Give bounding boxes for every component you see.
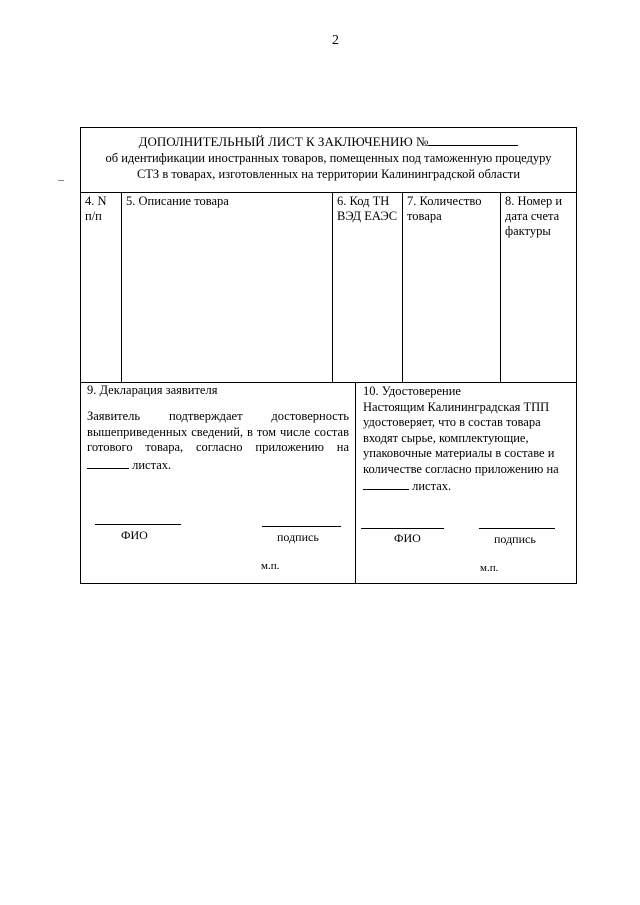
- column-description[interactable]: [122, 192, 333, 382]
- certificate-stamp-label: м.п.: [480, 562, 499, 574]
- signature-section: [81, 382, 576, 583]
- column-description-label: 5. Описание товара: [126, 194, 229, 208]
- chamber-certificate: [356, 382, 578, 583]
- declaration-title: 9. Декларация заявителя: [87, 383, 218, 397]
- column-invoice[interactable]: [501, 192, 578, 382]
- form-subtitle-line-1: об идентификации иностранных товаров, помещенных под таможенную процедуру: [105, 151, 552, 165]
- certificate-text-body: Настоящим Калининградская ТПП удостоверяет, что в состав товара входят сырье, комплектующие, упаковочные материалы в составе и количестве согласно приложению на: [363, 399, 559, 476]
- applicant-declaration: [81, 382, 356, 583]
- conclusion-number-field[interactable]: [428, 133, 518, 146]
- certificate-text: [363, 384, 575, 495]
- column-invoice-label: 8. Номер и дата счета фактуры: [505, 194, 563, 238]
- declaration-sheets-field[interactable]: [87, 456, 129, 469]
- margin-mark: [58, 180, 64, 181]
- certificate-text-end: листах.: [412, 479, 452, 493]
- form-title: [81, 133, 576, 150]
- column-hs-code-label: 6. Код ТН ВЭД ЕАЭС: [337, 194, 398, 223]
- declaration-fio-label: ФИО: [121, 528, 148, 542]
- page-number: 2: [332, 33, 339, 48]
- certificate-fio-label: ФИО: [394, 531, 421, 545]
- column-quantity[interactable]: [403, 192, 501, 382]
- column-quantity-label: 7. Количество товара: [407, 194, 482, 223]
- form-title-text: ДОПОЛНИТЕЛЬНЫЙ ЛИСТ К ЗАКЛЮЧЕНИЮ №: [138, 134, 429, 149]
- supplementary-sheet-form: [80, 127, 577, 584]
- certificate-signature-line[interactable]: [479, 528, 555, 529]
- declaration-text-end: листах.: [132, 457, 172, 472]
- column-number[interactable]: [81, 192, 122, 382]
- form-subtitle-line-2: СТЗ в товарах, изготовленных на территории Калининградской области: [136, 167, 521, 181]
- declaration-signature-line[interactable]: [262, 526, 341, 527]
- form-header: [81, 128, 576, 193]
- declaration-signature-label: подпись: [277, 530, 319, 544]
- declaration-text-body: Заявитель подтверждает достоверность вышеприведенных сведений, в том числе состав готового товара, согласно приложению на: [87, 409, 349, 454]
- certificate-title: 10. Удостоверение: [363, 384, 461, 398]
- column-hs-code[interactable]: [333, 192, 403, 382]
- certificate-sheets-field[interactable]: [363, 477, 409, 490]
- certificate-fio-line[interactable]: [361, 528, 444, 529]
- declaration-stamp-label: м.п.: [261, 560, 280, 572]
- column-number-label: 4. N п/п: [85, 194, 107, 223]
- certificate-signature-label: подпись: [494, 532, 536, 546]
- declaration-fio-line[interactable]: [95, 524, 181, 525]
- goods-table: [81, 192, 576, 383]
- declaration-text: [87, 409, 349, 473]
